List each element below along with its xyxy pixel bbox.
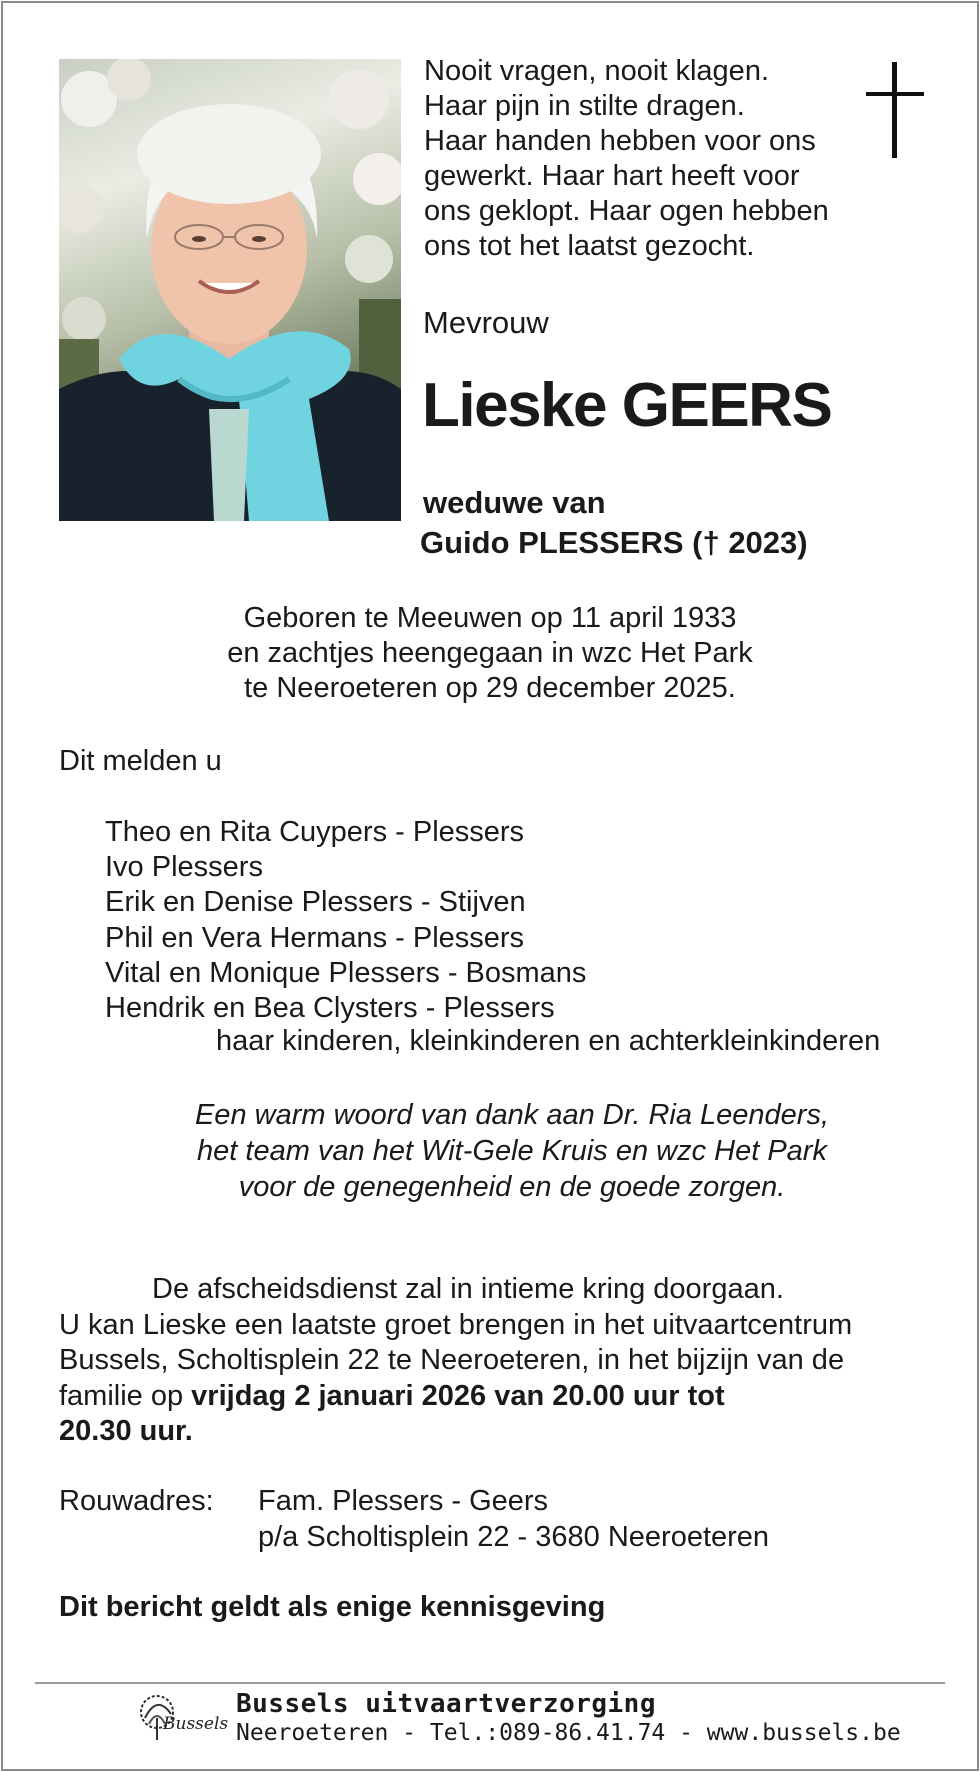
notice-text: Dit bericht geldt als enige kennisgeving <box>59 1591 606 1623</box>
footer-divider <box>35 1682 945 1684</box>
birth-death-line: te Neeroeteren op 29 december 2025. <box>244 672 736 704</box>
thanks-line: Een warm woord van dank aan Dr. Ria Leenders, <box>194 1099 830 1131</box>
poem-line: Haar pijn in stilte dragen. <box>424 90 745 122</box>
family-relation: haar kinderen, kleinkinderen en achterkleinkinderen <box>216 1025 881 1057</box>
announcement-intro: Dit melden u <box>59 745 222 777</box>
widow-label: weduwe van <box>423 485 606 520</box>
address-line: p/a Scholtisplein 22 - 3680 Neeroeteren <box>258 1521 770 1553</box>
company-name: Bussels uitvaartverzorging <box>236 1689 656 1719</box>
family-member: Phil en Vera Hermans - Plessers <box>105 921 525 954</box>
cross-icon <box>866 62 924 158</box>
family-member: Theo en Rita Cuypers - Plessers <box>105 816 525 848</box>
company-contact: Neeroeteren - Tel.:089-86.41.74 - www.bussels.be <box>236 1720 901 1746</box>
deceased-title: Mevrouw <box>423 305 549 340</box>
family-member: Vital en Monique Plessers - Bosmans <box>105 956 587 989</box>
logo-text: Bussels <box>163 1714 229 1734</box>
address-line: Fam. Plessers - Geers <box>258 1485 549 1517</box>
birth-death-info <box>0 601 980 706</box>
service-line: Bussels, Scholtisplein 22 te Neeroeteren, in het bijzijn van de <box>59 1344 845 1376</box>
spouse-name: Guido PLESSERS († 2023) <box>420 525 808 560</box>
poem-line: Nooit vragen, nooit klagen. <box>424 55 769 87</box>
service-line: U kan Lieske een laatste groet brengen in het uitvaartcentrum <box>59 1308 853 1341</box>
company-logo <box>131 1688 229 1748</box>
service-line <box>59 1379 939 1415</box>
portrait-photo <box>59 59 401 521</box>
service-line: De afscheidsdienst zal in intieme kring doorgaan. <box>152 1273 784 1305</box>
family-member: Ivo Plessers <box>105 851 263 884</box>
poem-line: Haar handen hebben voor ons <box>424 125 816 157</box>
deceased-name: Lieske GEERS <box>422 371 832 440</box>
service-time: 20.30 uur. <box>59 1415 193 1447</box>
family-member: Erik en Denise Plessers - Stijven <box>105 886 526 919</box>
thanks-message <box>0 1097 980 1205</box>
family-list <box>105 815 586 1026</box>
birth-death-line: Geboren te Meeuwen op 11 april 1933 <box>243 602 737 634</box>
service-text: familie op <box>59 1379 192 1412</box>
thanks-line: voor de genegenheid en de goede zorgen. <box>238 1171 786 1203</box>
address-label: Rouwadres: <box>59 1485 214 1517</box>
poem-line: ons tot het laatst gezocht. <box>424 230 755 262</box>
poem-line: ons geklopt. Haar ogen hebben <box>424 195 829 227</box>
family-member: Hendrik en Bea Clysters - Plessers <box>105 992 555 1025</box>
poem-line: gewerkt. Haar hart heeft voor <box>424 160 800 192</box>
service-details <box>59 1272 939 1450</box>
service-line <box>59 1414 939 1450</box>
birth-death-line: en zachtjes heengegaan in wzc Het Park <box>227 637 753 669</box>
thanks-line: het team van het Wit-Gele Kruis en wzc Het Park <box>197 1135 827 1167</box>
poem <box>424 54 864 264</box>
service-date: vrijdag 2 januari 2026 van 20.00 uur tot <box>191 1379 725 1412</box>
